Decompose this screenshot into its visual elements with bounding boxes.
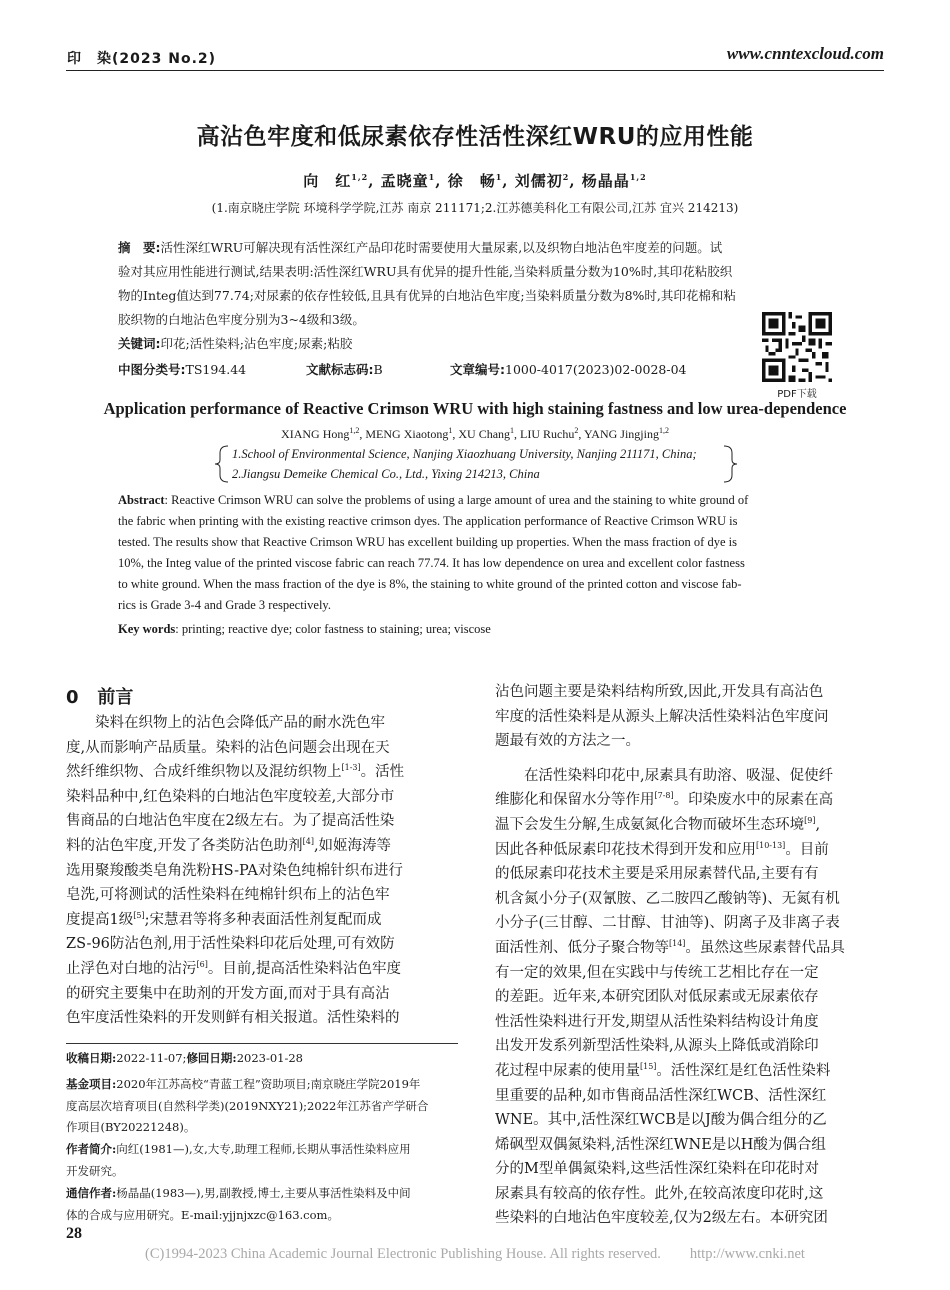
corresponding-label: 通信作者:: [66, 1186, 117, 1200]
keywords-cn-label: 关键词:: [118, 336, 161, 351]
paper-title-en: Application performance of Reactive Crimson WRU with high staining fastness and low urea-dependence: [103, 399, 847, 418]
author-affil-mark: 2: [574, 426, 579, 435]
fund-text: 度高层次培育项目(自然科学类)(2019NXY21);2022年江苏省产学研合: [66, 1098, 429, 1113]
body-text-line: [66, 736, 457, 761]
abstract-cn-line: 验对其应用性能进行测试,结果表明:活性深红WRU具有优异的提升性能,当染料质量分数为10%时,其印花粘胶织: [118, 264, 733, 279]
footnote-corresponding: [66, 1183, 466, 1226]
body-text: ,如姬海涛等: [313, 837, 392, 854]
journal-url[interactable]: www.cnntexcloud.com: [726, 44, 884, 63]
citation-ref[interactable]: [5]: [133, 910, 145, 920]
body-text-line: [495, 1182, 885, 1207]
author-affil-mark: 1: [495, 172, 503, 182]
body-text: 料的沾色牢度,开发了各类防沾色助剂: [66, 837, 303, 854]
body-text: 选用聚羧酸类皂角洗粉HS-PA对染色纯棉针织布进行: [66, 862, 403, 879]
affiliation-en-line: 1.School of Environmental Science, Nanjing Xiaozhuang University, Nanjing 211171, China;: [232, 447, 697, 461]
body-text-line: [495, 1059, 885, 1084]
body-text-line: [66, 859, 457, 884]
body-text-line: [495, 705, 885, 730]
abstract-cn-line: [118, 236, 833, 260]
citation-ref[interactable]: [15]: [640, 1062, 657, 1072]
author-affil-mark: 1,2: [629, 172, 647, 182]
abstract-en-line: rics is Grade 3-4 and Grade 3 respectively.: [118, 598, 331, 612]
body-text-line: [495, 729, 885, 754]
body-text: ,: [815, 816, 821, 833]
received-label: 收稿日期:: [66, 1051, 117, 1065]
fund-label: 基金项目:: [66, 1077, 117, 1091]
body-column-right: [495, 680, 885, 1231]
pdf-download-label[interactable]: PDF下载: [777, 389, 817, 400]
author-bio-text: 向红(1981—),女,大专,助理工程师,长期从事活性染料应用: [116, 1142, 411, 1156]
qr-code-icon[interactable]: [762, 312, 832, 382]
abstract-en-line: the fabric when printing with the existing reactive crimson dyes. The application performance of Reactive Crimson WRU is: [118, 514, 738, 528]
body-text: 染料在织物上的沾色会降低产品的耐水洗色牢: [95, 715, 385, 731]
footnote-fund: [66, 1074, 466, 1139]
corresponding-text: 杨晶晶(1983—),男,副教授,博士,主要从事活性染料及中间: [116, 1186, 411, 1200]
body-text-line: [66, 908, 457, 933]
body-text: 沾色问题主要是染料结构所致,因此,开发具有高沾色: [495, 684, 824, 700]
author-affil-mark: 2: [562, 172, 570, 182]
body-text: 花过程中尿素的使用量: [495, 1062, 640, 1079]
author-list-en: XIANG Hong$^{1,2}$, MENG Xiaotong$^1$, XU Chang$^1$, LIU Ruchu$^2$, YANG Jingjing$^{1,2}$: [281, 426, 669, 441]
body-text: 些染料的白地沾色牢度较差,仅为2级左右。本研究团: [495, 1210, 828, 1227]
abstract-en-line: [118, 490, 833, 511]
body-text: 有一定的效果,但在实践中与传统工艺相比存在一定: [495, 964, 819, 981]
section-heading: [66, 683, 133, 709]
clc-value: TS194.44: [185, 362, 247, 377]
keywords-en-text: : printing; reactive dye; color fastness to staining; urea; viscose: [175, 622, 491, 636]
citation-ref[interactable]: [9]: [804, 816, 816, 826]
body-text-line: [66, 760, 457, 785]
body-text: 。活性深红是红色活性染料: [656, 1062, 831, 1079]
author-affil-mark: 1,2: [351, 172, 369, 182]
body-text: 尿素具有较高的依存性。此外,在较高浓度印花时,这: [495, 1185, 824, 1202]
body-text: 出发开发系列新型活性染料,从源头上降低或消除印: [495, 1038, 819, 1055]
body-text: 温下会发生分解,生成氨氮化合物而破坏生态环境: [495, 816, 805, 833]
body-text: 面活性剂、低分子聚合物等: [495, 939, 669, 956]
body-text: 分的M型单偶氮染料,这些活性深红染料在印花时对: [495, 1161, 819, 1178]
clc-number: [118, 360, 246, 378]
abstract-cn-text: 活性深红WRU可解决现有活性深红产品印花时需要使用大量尿素,以及织物白地沾色牢度差的问题。试: [160, 240, 723, 255]
journal-header: 印 染(2023 No.2): [67, 51, 217, 67]
body-text: 。虽然这些尿素替代品具: [685, 939, 845, 956]
art-label: 文章编号:: [450, 362, 505, 377]
body-text-line: [66, 883, 457, 908]
body-text-line: [66, 957, 457, 982]
keywords-en-label: Key words: [118, 622, 176, 636]
body-column-left: [66, 711, 457, 1031]
body-text-line: [495, 788, 885, 813]
author-name: YANG Jingjing: [583, 427, 659, 441]
corresponding-text: 体的合成与应用研究。E-mail:yjjnjxzc@163.com。: [66, 1207, 339, 1222]
footnote-dates: [66, 1048, 466, 1070]
body-text-line: [66, 932, 457, 957]
body-text-line: [495, 1084, 885, 1109]
author-name: XIANG Hong: [281, 427, 350, 441]
author-list-cn: 向 红$^{1,2}$, 孟晓童$^1$, 徐 畅$^1$, 刘儒初$^2$, 杨晶晶$^{1,2}$: [303, 172, 647, 190]
body-text-line: [495, 862, 885, 887]
author-name: 孟晓童: [380, 172, 429, 190]
body-text: 染料品种中,红色染料的白地沾色牢度较差,大部分市: [66, 788, 395, 805]
body-text: 。目前: [785, 841, 829, 858]
body-text: 售商品的白地沾色牢度在2级左右。为了提高活性染: [66, 813, 395, 830]
doc-label: 文献标志码:: [306, 362, 374, 377]
author-affil-mark: 1: [428, 172, 436, 182]
body-text-line: [495, 1034, 885, 1059]
abstract-cn-line: 物的Integ值达到77.74;对尿素的依存性较低,且具有优异的白地沾色牢度;当染料质量分数为8%时,其印花棉和粘: [118, 288, 736, 303]
citation-ref[interactable]: [7-8]: [654, 791, 674, 801]
received-date: 2022-11-07;: [116, 1051, 187, 1065]
body-text: 维膨化和保留水分等作用: [495, 792, 655, 809]
citation-ref[interactable]: [1-3]: [341, 763, 361, 773]
body-text: 然纤维织物、合成纤维织物以及混纺织物上: [66, 764, 342, 781]
citation-ref[interactable]: [14]: [669, 939, 686, 949]
paper-title-cn: 高沾色牢度和低尿素依存性活性深红WRU的应用性能: [196, 124, 754, 150]
body-text-line: [495, 813, 885, 838]
author-affil-mark: 1: [448, 426, 453, 435]
abstract-en-label: Abstract: [118, 493, 165, 507]
body-text: 。活性: [360, 764, 405, 781]
body-text: 在活性染料印花中,尿素具有助溶、吸湿、促使纤: [524, 767, 834, 784]
page-number: 28: [66, 1225, 82, 1242]
revised-label: 修回日期:: [186, 1051, 237, 1065]
body-text: 度提高1级: [66, 911, 134, 928]
body-text: 。印染废水中的尿素在高: [673, 792, 834, 809]
body-text: 性活性染料进行开发,期望从活性染料结构设计角度: [495, 1013, 819, 1030]
clc-label: 中图分类号:: [118, 362, 186, 377]
section-number: 0: [66, 687, 79, 708]
body-text-line: [495, 838, 885, 863]
body-text: 止浮色对白地的沾污: [66, 960, 197, 977]
keywords-cn-text: 印花;活性染料;沾色牢度;尿素;粘胶: [160, 336, 353, 351]
body-text-line: [495, 680, 885, 705]
body-text: 题最有效的方法之一。: [495, 733, 640, 750]
author-affil-mark: 1,2: [658, 426, 669, 435]
body-text-line: [495, 1108, 885, 1133]
document-code: [306, 360, 383, 378]
abstract-en-line: tested. The results show that Reactive Crimson WRU has excellent building up properties. When the mass fraction of dye is: [118, 535, 737, 549]
body-text-line: [495, 1010, 885, 1035]
body-text-line: [495, 1206, 885, 1231]
header-divider: [66, 70, 884, 71]
keywords-en: [118, 619, 833, 640]
body-text: 烯砜型双偶氮染料,活性深红WNE是以H酸为偶合组: [495, 1136, 826, 1153]
body-text: 小分子(三甘醇、二甘醇、甘油等)、阴离子及非离子表: [495, 915, 840, 932]
body-text-line: [66, 1006, 457, 1031]
body-text: 的研究主要集中在助剂的开发方面,而对于具有高沾: [66, 985, 390, 1002]
body-text-line: [66, 711, 457, 736]
author-affil-mark: 1: [510, 426, 515, 435]
body-text-line: [66, 834, 457, 859]
body-text: 里重要的品种,如市售商品活性深红WCB、活性深红: [495, 1087, 827, 1104]
keywords-cn: [118, 334, 352, 352]
body-text: 机含氮小分子(双氰胺、乙二胺四乙酸钠等)、无氮有机: [495, 890, 840, 907]
body-text: ZS-96防沾色剂,用于活性染料印花后处理,可有效防: [66, 936, 395, 953]
body-text-line: [66, 982, 457, 1007]
abstract-en-line: 10%, the Integ value of the printed viscose fabric can reach 77.74. It has low dependence on urea and excellent color fastness: [118, 556, 745, 570]
paragraph-gap: [495, 754, 885, 764]
art-value: 1000-4017(2023)02-0028-04: [505, 362, 687, 377]
body-text-line: [495, 911, 885, 936]
author-name: 刘儒初: [514, 172, 563, 190]
revised-date: 2023-01-28: [236, 1051, 303, 1065]
abstract-en-text: : Reactive Crimson WRU can solve the problems of using a large amount of urea and the staining to white ground of: [164, 493, 749, 507]
abstract-cn-label: 摘 要:: [118, 240, 161, 255]
affiliation-en-line: 2.Jiangsu Demeike Chemical Co., Ltd., Yixing 214213, China: [232, 467, 540, 481]
body-text-line: [495, 887, 885, 912]
author-affil-mark: 1,2: [349, 426, 360, 435]
fund-text: 作项目(BY20221248)。: [66, 1120, 196, 1134]
fund-text: 2020年江苏高校“青蓝工程”资助项目;南京晓庄学院2019年: [116, 1077, 421, 1091]
body-text-line: [495, 961, 885, 986]
citation-ref[interactable]: [4]: [302, 837, 314, 847]
abstract-en-line: to white ground. When the mass fraction of the dye is 8%, the staining to white ground of the printed cotton and viscose fab-: [118, 577, 742, 591]
body-text-line: [66, 785, 457, 810]
abstract-cn-line: 胶织物的白地沾色牢度分别为3~4级和3级。: [118, 312, 365, 327]
copyright-footer: (C)1994-2023 China Academic Journal Electronic Publishing House. All rights reserved. http://www.cnki.net: [145, 1246, 805, 1262]
body-text: 色牢度活性染料的开发则鲜有相关报道。活性染料的: [66, 1010, 400, 1027]
author-name: 向 红: [303, 172, 352, 190]
footnote-author: [66, 1139, 466, 1182]
body-text: 的差距。近年来,本研究团队对低尿素或无尿素依存: [495, 989, 819, 1006]
affiliation-cn: (1.南京晓庄学院 环境科学学院,江苏 南京 211171;2.江苏德美科化工有限公司,江苏 宜兴 214213): [211, 201, 739, 215]
body-text-line: [495, 764, 885, 789]
body-text-line: [495, 1133, 885, 1158]
body-text: 因此各种低尿素印花技术得到开发和应用: [495, 841, 756, 858]
citation-ref[interactable]: [10-13]: [756, 840, 786, 850]
body-text-line: [495, 936, 885, 961]
author-name: 徐 畅: [447, 172, 496, 190]
citation-ref[interactable]: [6]: [196, 960, 208, 970]
author-name: 杨晶晶: [581, 172, 630, 190]
body-text: WNE。其中,活性深红WCB是以J酸为偶合组分的乙: [495, 1112, 827, 1129]
body-text: 皂洗,可将测试的活性染料在纯棉针织布上的沾色牢: [66, 887, 390, 904]
author-name: XU Chang: [458, 427, 511, 441]
author-name: MENG Xiaotong: [365, 427, 449, 441]
author-bio-text: 开发研究。: [66, 1163, 124, 1178]
body-text: 度,从而影响产品质量。染料的沾色问题会出现在天: [66, 739, 390, 756]
doc-value: B: [373, 362, 383, 377]
author-bio-label: 作者简介:: [66, 1142, 117, 1156]
section-title: 前言: [97, 687, 134, 708]
body-text: 牢度的活性染料是从源头上解决活性染料沾色牢度问: [495, 708, 829, 725]
body-text: 。目前,提高活性染料沾色牢度: [207, 960, 401, 977]
body-text-line: [495, 1157, 885, 1182]
article-number: [450, 360, 686, 378]
body-text-line: [495, 985, 885, 1010]
footnote-divider: [66, 1043, 458, 1044]
body-text: ;宋慧君等将多种表面活性剂复配而成: [144, 911, 382, 928]
author-name: LIU Ruchu: [520, 427, 575, 441]
body-text-line: [66, 809, 457, 834]
body-text: 的低尿素印花技术主要是采用尿素替代品,主要有有: [495, 866, 819, 883]
